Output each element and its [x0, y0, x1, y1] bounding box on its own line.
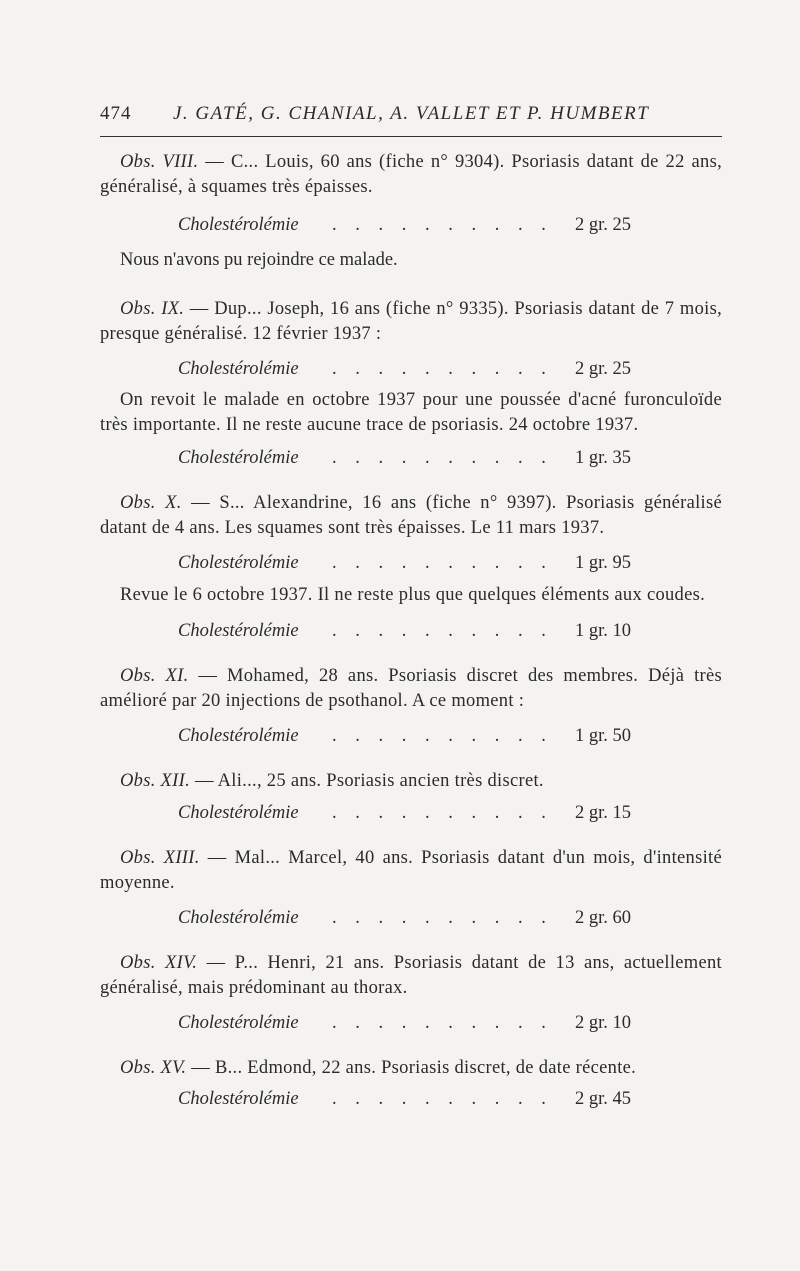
case-title: Obs. IX. [120, 299, 185, 319]
case-paragraph [100, 846, 722, 896]
measurement-row [100, 800, 722, 826]
measurement-value: 1 gr. 35 [575, 448, 632, 468]
case-title: Obs. XIII. [120, 848, 200, 868]
measurement-label: Cholestérolémie [178, 621, 299, 641]
case-title: Obs. XI. [120, 666, 189, 686]
leader-dots: . . . . . . . . . . [332, 803, 553, 823]
case-paragraph [100, 150, 722, 200]
measurement-row [100, 212, 722, 238]
measurement-value: 2 gr. 25 [575, 215, 632, 235]
measurement-label: Cholestérolémie [178, 1013, 299, 1033]
leader-dots: . . . . . . . . . . [332, 621, 553, 641]
measurement-value: 1 gr. 95 [575, 553, 632, 573]
case-text: — Ali..., 25 ans. Psoriasis ancien très discret. [190, 771, 544, 791]
case-text: — C... Louis, 60 ans (fiche n° 9304). Psoriasis datant de 22 ans, généralisé, à squames très épaisses. [100, 152, 723, 197]
leader-dots: . . . . . . . . . . [332, 215, 553, 235]
measurement-value: 2 gr. 10 [575, 1013, 632, 1033]
measurement-row [100, 905, 722, 931]
case-note: Nous n'avons pu rejoindre ce malade. [120, 250, 398, 270]
leader-dots: . . . . . . . . . . [332, 1013, 553, 1033]
case-title: Obs. XIV. [120, 953, 198, 973]
case-paragraph [100, 491, 722, 541]
leader-dots: . . . . . . . . . . [332, 726, 553, 746]
measurement-label: Cholestérolémie [178, 1089, 299, 1109]
measurement-row [100, 723, 722, 749]
followup-paragraph: Revue le 6 octobre 1937. Il ne reste plus que quelques éléments aux coudes. [120, 585, 706, 605]
measurement-value: 2 gr. 45 [575, 1089, 632, 1109]
leader-dots: . . . . . . . . . . [332, 448, 553, 468]
measurement-row [100, 1010, 722, 1036]
case-text: — Mal... Marcel, 40 ans. Psoriasis datant d'un mois, d'intensité moyenne. [100, 848, 722, 893]
case-paragraph [100, 951, 722, 1001]
page-number: 474 [100, 103, 132, 124]
case-text: — Mohamed, 28 ans. Psoriasis discret des membres. Déjà très amélioré par 20 injections de psothanol. A ce moment : [100, 666, 722, 711]
measurement-label: Cholestérolémie [178, 215, 299, 235]
running-head-authors: J. GATÉ, G. CHANIAL, A. VALLET ET P. HUMBERT [173, 103, 650, 124]
case-title: Obs. X. [120, 493, 182, 513]
case-text: — B... Edmond, 22 ans. Psoriasis discret, de date récente. [186, 1058, 637, 1078]
case-title: Obs. VIII. [120, 152, 199, 172]
case-text: — Dup... Joseph, 16 ans (fiche n° 9335). Psoriasis datant de 7 mois, presque généralisé. 12 février 1937 : [100, 299, 722, 344]
measurement-label: Cholestérolémie [178, 726, 299, 746]
measurement-row [100, 550, 722, 576]
measurement-row [100, 618, 722, 644]
measurement-label: Cholestérolémie [178, 448, 299, 468]
case-paragraph [100, 769, 722, 794]
case-paragraph [100, 1056, 722, 1081]
followup-paragraph: On revoit le malade en octobre 1937 pour une poussée d'acné furonculoïde très importante. Il ne reste aucune trace de psoriasis. 24 octobre 1937. [100, 390, 722, 435]
case-title: Obs. XV. [120, 1058, 187, 1078]
leader-dots: . . . . . . . . . . [332, 908, 553, 928]
case-text: — P... Henri, 21 ans. Psoriasis datant de 13 ans, actuellement généralisé, mais prédominant au thorax. [100, 953, 722, 998]
measurement-value: 2 gr. 60 [575, 908, 632, 928]
case-paragraph [100, 664, 722, 714]
measurement-label: Cholestérolémie [178, 553, 299, 573]
page-body [100, 150, 722, 1112]
header-rule [100, 136, 722, 137]
case-title: Obs. XII. [120, 771, 191, 791]
measurement-value: 2 gr. 15 [575, 803, 632, 823]
leader-dots: . . . . . . . . . . [332, 553, 553, 573]
measurement-row [100, 445, 722, 471]
measurement-value: 2 gr. 25 [575, 359, 632, 379]
measurement-label: Cholestérolémie [178, 359, 299, 379]
measurement-value: 1 gr. 10 [575, 621, 632, 641]
measurement-row [100, 1086, 722, 1112]
case-text: — S... Alexandrine, 16 ans (fiche n° 9397). Psoriasis généralisé datant de 4 ans. Les squames sont très épaisses. Le 11 mars 1937. [100, 493, 723, 538]
case-paragraph [100, 297, 722, 347]
measurement-row [100, 356, 722, 382]
leader-dots: . . . . . . . . . . [332, 1089, 553, 1109]
measurement-value: 1 gr. 50 [575, 726, 632, 746]
measurement-label: Cholestérolémie [178, 803, 299, 823]
measurement-label: Cholestérolémie [178, 908, 299, 928]
leader-dots: . . . . . . . . . . [332, 359, 553, 379]
